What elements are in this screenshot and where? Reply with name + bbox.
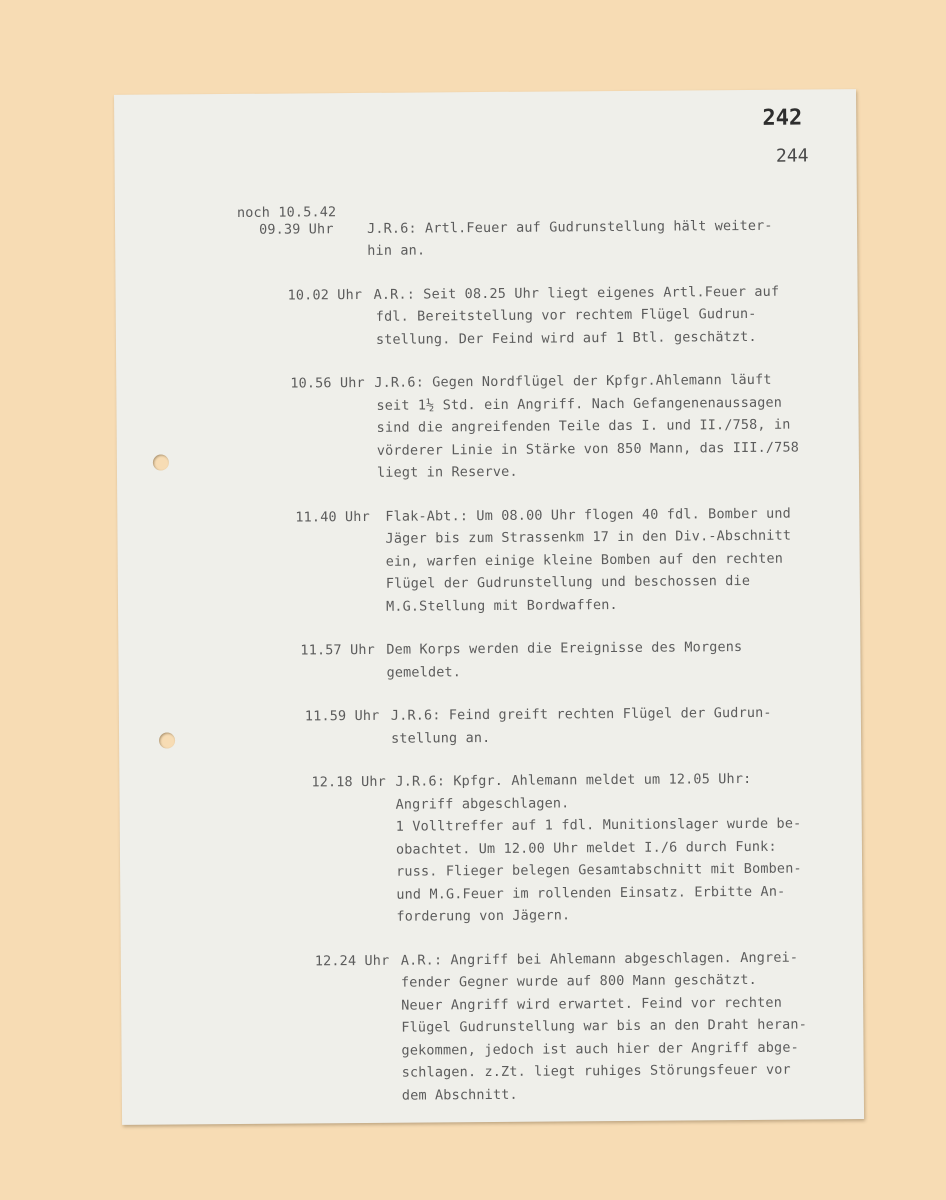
entry-line: hin an.	[367, 242, 426, 259]
entry-line: fdl. Bereitstellung vor rechtem Flügel Gudrun-	[375, 305, 757, 325]
entry-line: J.R.6: Gegen Nordflügel der Kpfgr.Ahlemann läuft	[374, 371, 772, 391]
entry-line: J.R.6: Feind greift rechten Flügel der Gudrun-	[390, 704, 772, 724]
entry-line: 1 Volltreffer auf 1 fdl. Munitionslager wurde be-	[395, 815, 802, 835]
entry-line: M.G.Stellung mit Bordwaffen.	[385, 596, 618, 615]
entry-line: ein, warfen einige kleine Bomben auf den rechten	[385, 550, 784, 570]
typed-page-number: 244	[775, 145, 809, 167]
entry-line: J.R.6: Artl.Feuer auf Gudrunstellung hält weiter-	[367, 217, 773, 237]
entry-line: Flügel Gudrunstellung war bis an den Draht heran-	[401, 1016, 808, 1036]
punch-hole-top	[153, 454, 169, 470]
punch-hole-bottom	[159, 732, 175, 748]
log-entry	[240, 635, 840, 685]
entry-line: Angriff abgeschlagen.	[395, 794, 570, 813]
entry-line: stellung an.	[391, 729, 491, 747]
entry-time: 11.40 Uhr	[295, 508, 370, 526]
entry-time: 09.39 Uhr	[259, 220, 334, 238]
entry-line: obachtet. Um 12.00 Uhr meldet I./6 durch Funk:	[395, 838, 777, 858]
log-entry	[239, 502, 840, 619]
entry-line: dem Abschnitt.	[401, 1086, 518, 1104]
entry-line: russ. Flieger belegen Gesamtabschnitt mit Bomben-	[396, 860, 802, 880]
entry-line: gekommen, jedoch ist auch hier der Angriff abge-	[401, 1039, 799, 1059]
log-entry	[259, 214, 837, 264]
document-body	[237, 197, 844, 1108]
entry-line: liegt in Reserve.	[376, 463, 518, 481]
entry-line: J.R.6: Kpfgr. Ahlemann meldet um 12.05 Uhr:	[395, 770, 752, 790]
log-entry	[238, 368, 839, 485]
log-entry	[243, 946, 844, 1108]
log-entry	[238, 280, 839, 352]
entry-line: fender Gegner wurde auf 800 Mann geschätzt.	[400, 971, 757, 991]
entry-line: und M.G.Feuer im rollenden Einsatz. Erbitte An-	[396, 883, 786, 903]
entry-time: 10.02 Uhr	[287, 286, 363, 304]
entry-line: forderung von Jägern.	[396, 907, 571, 925]
entry-time: 12.18 Uhr	[311, 773, 386, 791]
entry-line: stellung. Der Feind wird auf 1 Btl. geschätzt.	[375, 328, 757, 348]
entry-line: Flak-Abt.: Um 08.00 Uhr flogen 40 fdl. Bomber und	[385, 505, 791, 525]
entry-time: 11.57 Uhr	[300, 641, 375, 659]
log-entry	[241, 701, 841, 751]
entry-line: schlagen. z.Zt. liegt ruhiges Störungsfeuer vor	[401, 1061, 791, 1081]
entry-line: seit 1½ Std. ein Angriff. Nach Gefangenenaussagen	[376, 394, 783, 414]
entry-line: vörderer Linie in Stärke von 850 Mann, das III./758	[376, 439, 800, 459]
entry-time: 12.24 Uhr	[314, 952, 390, 969]
entry-line: Flügel der Gudrunstellung und beschossen die	[385, 572, 751, 592]
entry-line: gemeldet.	[386, 663, 462, 681]
entry-time: 11.59 Uhr	[304, 707, 380, 725]
entry-line: A.R.: Seit 08.25 Uhr liegt eigenes Artl.Feuer auf	[373, 283, 780, 303]
log-entry	[241, 767, 842, 929]
stamped-page-number: 242	[762, 105, 803, 131]
entry-line: sind die angreifenden Teile das I. und II./758, in	[376, 416, 791, 436]
entry-line: Neuer Angriff wird erwartet. Feind vor rechten	[401, 994, 783, 1014]
entry-line: Dem Korps werden die Ereignisse des Morgens	[386, 638, 743, 658]
document-page	[114, 89, 864, 1125]
entry-line: Jäger bis zum Strassenkm 17 in den Div.-Abschnitt	[385, 527, 792, 547]
date-line: noch 10.5.42	[236, 204, 337, 221]
entry-time: 10.56 Uhr	[290, 374, 365, 392]
entry-line: A.R.: Angriff bei Ahlemann abgeschlagen. Angrei-	[400, 949, 799, 969]
